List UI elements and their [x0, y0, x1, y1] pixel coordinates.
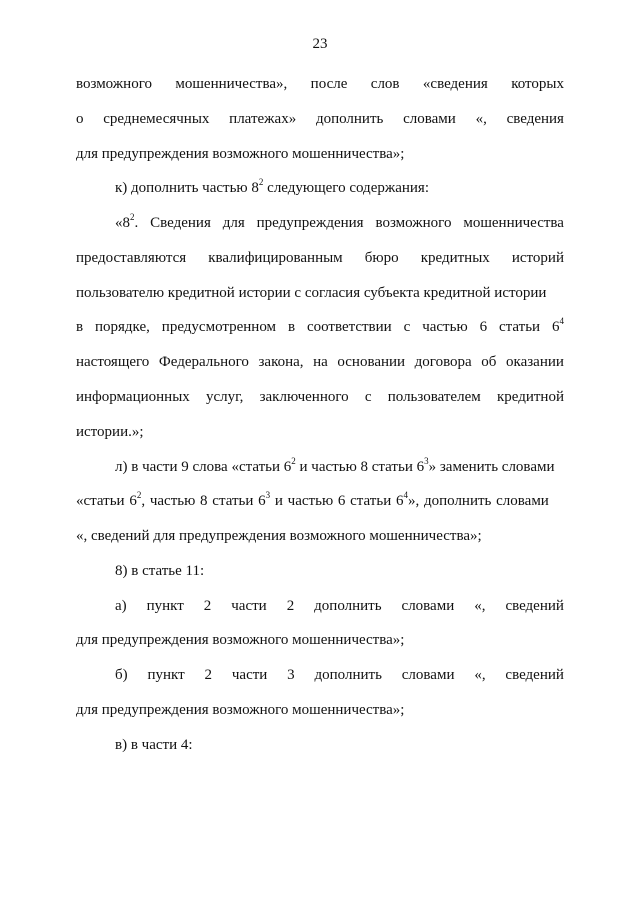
word: которых [511, 76, 564, 92]
word: дополнить [314, 598, 382, 614]
word: кредитных [420, 250, 490, 266]
paragraph-line: «, сведений для предупреждения возможного мошенничества»; [76, 528, 482, 544]
text-run: », дополнить словами [407, 493, 549, 509]
word: части [231, 598, 267, 614]
superscript: 4 [403, 490, 408, 500]
text-run: » заменить словами [428, 459, 555, 475]
paragraph-line [76, 249, 564, 267]
word: для [222, 215, 245, 231]
word: мошенничества [463, 215, 564, 231]
text-run: , частью 8 статьи 6 [141, 493, 266, 509]
paragraph-line [76, 110, 564, 128]
word: с [364, 389, 372, 405]
text-run: л) в части 9 слова «статьи 6 [115, 459, 292, 475]
word: на [313, 354, 328, 370]
word: платежах» [229, 111, 297, 127]
paragraph-line: истории.»; [76, 424, 144, 440]
paragraph-line: 8) в статье 11: [115, 563, 205, 579]
word: мошенничества», [175, 76, 288, 92]
superscript: 4 [559, 316, 564, 326]
word: возможного [375, 215, 452, 231]
text-run: . [134, 215, 139, 231]
paragraph-line [115, 666, 564, 684]
word: а) [115, 598, 127, 614]
word: договора [414, 354, 472, 370]
word: в [76, 319, 84, 335]
word: о [76, 111, 84, 127]
paragraph-line: для предупреждения возможного мошенничества»; [76, 632, 405, 648]
page-number: 23 [312, 36, 328, 52]
word: «, [474, 598, 486, 614]
word: заключенного [259, 389, 349, 405]
word: квалифицированным [208, 250, 343, 266]
superscript: 2 [258, 177, 264, 187]
word: словами [403, 111, 456, 127]
word: слов [370, 76, 400, 92]
word: пользователем [387, 389, 481, 405]
word: закона, [258, 354, 304, 370]
paragraph-line [115, 458, 555, 476]
word: дополнить [315, 111, 384, 127]
paragraph-line [76, 318, 564, 336]
word: информационных [76, 389, 190, 405]
paragraph-line [115, 214, 564, 232]
paragraph-line [115, 597, 564, 615]
superscript: 2 [136, 490, 142, 500]
text-run: «8 [115, 215, 130, 231]
word: словами [401, 667, 455, 683]
paragraph-line [76, 353, 564, 371]
text-run: и частью 6 статьи 6 [270, 493, 404, 509]
word: статьи [498, 319, 541, 335]
superscript: 2 [291, 456, 296, 466]
word: 2 [286, 598, 295, 614]
paragraph-line [76, 492, 549, 510]
word: пункт [146, 598, 184, 614]
word: дополнить [314, 667, 382, 683]
word: «сведения [422, 76, 488, 92]
word: возможного [76, 76, 152, 92]
word [552, 318, 564, 336]
word: «, [474, 667, 486, 683]
word: предусмотренном [161, 319, 277, 335]
superscript: 3 [424, 456, 429, 466]
word: словами [401, 598, 455, 614]
text-run: и частью 8 статьи 6 [295, 459, 425, 475]
word: кредитной [496, 389, 564, 405]
paragraph-line: пользователю кредитной истории с согласия субъекта кредитной истории [76, 285, 547, 301]
word [115, 214, 138, 232]
word: предоставляются [76, 250, 187, 266]
word: основании [337, 354, 406, 370]
text-run: 6 [551, 319, 560, 335]
word: «, [475, 111, 487, 127]
superscript: 2 [130, 212, 135, 222]
paragraph-line: в) в части 4: [115, 737, 193, 753]
word: сведения [506, 111, 564, 127]
word: 3 [287, 667, 295, 683]
word: предупреждения [256, 215, 364, 231]
word: пункт [147, 667, 185, 683]
word: услуг, [206, 389, 244, 405]
paragraph-line [76, 388, 564, 406]
paragraph-line [76, 75, 564, 93]
word: с [403, 319, 411, 335]
word: историй [511, 250, 564, 266]
word: Сведения [150, 215, 211, 231]
paragraph-line: для предупреждения возможного мошенничества»; [76, 702, 405, 718]
paragraph-line [115, 179, 429, 197]
word: 2 [203, 598, 212, 614]
word: Федерального [158, 354, 249, 370]
word: порядке, [95, 319, 150, 335]
word: среднемесячных [103, 111, 210, 127]
word: 6 [479, 319, 488, 335]
word: 2 [204, 667, 213, 683]
word: после [310, 76, 348, 92]
word: бюро [364, 250, 399, 266]
word: об [481, 354, 497, 370]
word: части [231, 667, 268, 683]
word: сведений [505, 667, 564, 683]
word: настоящего [76, 354, 150, 370]
word: оказании [506, 354, 564, 370]
word: б) [115, 667, 128, 683]
superscript: 3 [265, 490, 271, 500]
text-run: следующего содержания: [263, 180, 429, 196]
paragraph-line: для предупреждения возможного мошенничества»; [76, 146, 405, 162]
word: соответствии [306, 319, 392, 335]
word: сведений [505, 598, 564, 614]
word: в [287, 319, 296, 335]
text-run: «статьи 6 [76, 493, 137, 509]
text-run: к) дополнить частью 8 [115, 180, 259, 196]
word: частью [422, 319, 468, 335]
